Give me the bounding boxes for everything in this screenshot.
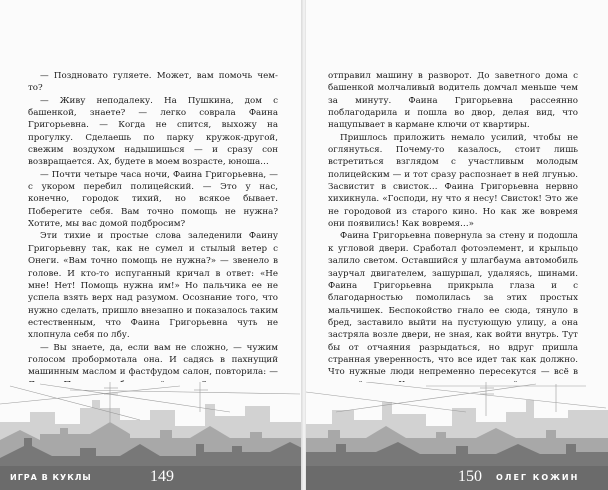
left-page-footer — [0, 450, 302, 490]
paragraph: Эти тихие и простые слова заледенили Фаину Григорьевну так, как не сумел и стылый ветер с Онеги. «Вам точно помощь не нужна?» — звенело в голове. И кто-то испуганный кричал в ответ: «Не мне! Нет! Помощь нужна им!» Но пальчика ее не успела взять верх над разумом. Осознание того, что нужно сделать, пришло внезапно и показалось таким естественным, что Фаина Григорьевна чуть не хлопнула себя по лбу. — [28, 231, 278, 341]
running-head: ОЛЕГ КОЖИН — [496, 473, 580, 482]
paragraph: Фаина Григорьевна повернула за стену и подошла к угловой двери. Сработал фотоэлемент, и крыльцо залило светом. Оставшийся у шлагбаума автомобиль заурчал двигателем, зашуршал, удаляясь, шинами. Фаина Григорьевна прикрыла глаза и с благодарностью помолилась за этих простых мальчишек. Беспокойство гнало ее сюда, тянуло в бред, заставило выйти на пустующую улицу, а она застряла возле двери, не зная, как войти внутрь. Тут бы от отчаяния разрыдаться, но вдруг пришла странная уверенность, что все идет так как должно. Что нужные люди непременно пересекутся — всё в — [328, 231, 578, 378]
left-page — [0, 0, 302, 490]
paragraph: — Поздновато гуляете. Может, вам помочь чем-то? — [28, 71, 278, 94]
paragraph: отправил машину в разворот. До заветного дома с башенкой молчаливый водитель домчал меньше чем за минуту. Фаина Григорьевна рассеянно поблагодарила и пошла во двор, делая вид, что нащупывает в кармане ключи от квартиры. — [328, 71, 578, 131]
page-number: 150 — [458, 468, 482, 485]
running-head: ИГРА В КУКЛЫ — [10, 473, 92, 482]
right-page — [306, 0, 608, 490]
paragraph: Пришлось приложить немало усилий, чтобы не оглянуться. Почему-то казалось, стоит лишь встретиться взглядом с участливым молодым полицейским — и тот сразу распознает в ней лгунью. Засвистит в свисток… Фаина Григорьевна нервно хихикнула. «Господи, ну что я несу! Свисток! Это же не городовой из старого кино. Но как же вовремя они появились! Как вовремя…» — [328, 132, 578, 230]
paragraph: — Живу неподалеку. На Пушкина, дом с башенкой, знаете? — легко соврала Фаина Григорьевна. — Когда не спится, выхожу на прогулку. Сделаешь по парку кружок-другой, свежим воздухом надышишься — и сразу сон возвращается. Ах, будете в моем возрасте, юноша… — [28, 95, 278, 168]
page-number: 149 — [150, 468, 174, 485]
right-page-text — [328, 70, 578, 428]
paragraph: — Почти четыре часа ночи, Фаина Григорьевна, — с укором перебил полицейский. — Это у нас, конечно, городок тихий, но всякое бывает. Поберегите себя. Вам точно помощь не нужна? Хотите, мы вас домой подбросим? — [28, 169, 278, 230]
paragraph: — Вы знаете, да, если вам не сложно, — чужим голосом пробормотала она. И садясь в пахнущий машинным маслом и фастфудом салон, повторила: — — [28, 342, 278, 378]
right-page-footer — [306, 450, 608, 490]
